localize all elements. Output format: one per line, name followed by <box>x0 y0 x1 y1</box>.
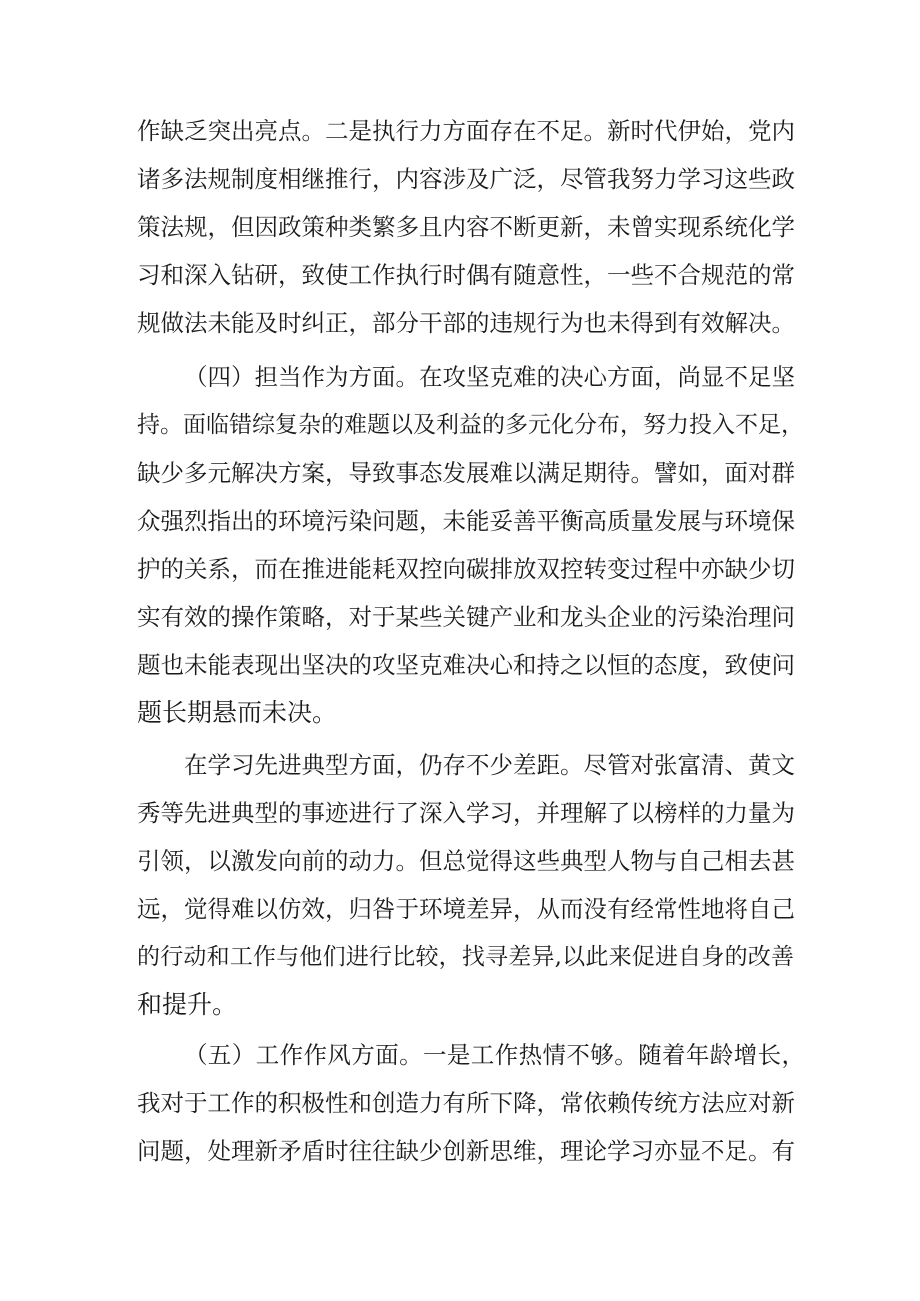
text-line: 持。面临错综复杂的难题以及利益的多元化分布，努力投入不足， <box>137 412 804 438</box>
text-line: 题长期悬而未决。 <box>137 698 338 727</box>
text-line: 作缺乏突出亮点。二是执行力方面存在不足。新时代伊始，党内 <box>137 117 795 145</box>
text-line: 规做法未能及时纠正，部分干部的违规行为也未得到有效解决。 <box>137 309 795 337</box>
text-line: 秀等先进典型的事迹进行了深入学习，并理解了以榜样的力量为 <box>137 799 795 827</box>
text-line: 策法规，但因政策种类繁多且内容不断更新，未曾实现系统化学 <box>137 213 795 241</box>
text-line: 实有效的操作策略，对于某些关键产业和龙头企业的污染治理问 <box>137 603 795 631</box>
text-line: 的行动和工作与他们进行比较，找寻差异,以此来促进自身的改善 <box>137 944 794 970</box>
text-line: 我对于工作的积极性和创造力有所下降，常依赖传统方法应对新 <box>137 1089 795 1117</box>
text-line: 众强烈指出的环境污染问题，未能妥善平衡高质量发展与环境保 <box>137 507 795 535</box>
text-line: 在学习先进典型方面，仍存不少差距。尽管对张富清、黄文 <box>184 751 795 779</box>
text-line: 诸多法规制度相继推行，内容涉及广泛，尽管我努力学习这些政 <box>137 165 795 193</box>
text-line: 护的关系，而在推进能耗双控向碳排放双控转变过程中亦缺少切 <box>137 555 795 583</box>
text-line: 缺少多元解决方案，导致事态发展难以满足期待。譬如，面对群 <box>137 459 795 487</box>
text-line: （五）工作作风方面。一是工作热情不够。随着年龄增长， <box>184 1041 805 1069</box>
text-line: 题也未能表现出坚决的攻坚克难决心和持之以恒的态度，致使问 <box>137 651 795 679</box>
text-line: 和提升。 <box>137 990 238 1019</box>
text-line: 问题，处理新矛盾时往往缺少创新思维，理论学习亦显不足。有 <box>137 1137 795 1165</box>
text-line: 习和深入钻研，致使工作执行时偶有随意性，一些不合规范的常 <box>137 261 795 289</box>
text-line: 引领，以激发向前的动力。但总觉得这些典型人物与自己相去甚 <box>137 847 795 875</box>
text-line: 远，觉得难以仿效，归咎于环境差异，从而没有经常性地将自己 <box>137 895 795 923</box>
text-line: （四）担当作为方面。在攻坚克难的决心方面，尚显不足坚 <box>184 363 795 391</box>
